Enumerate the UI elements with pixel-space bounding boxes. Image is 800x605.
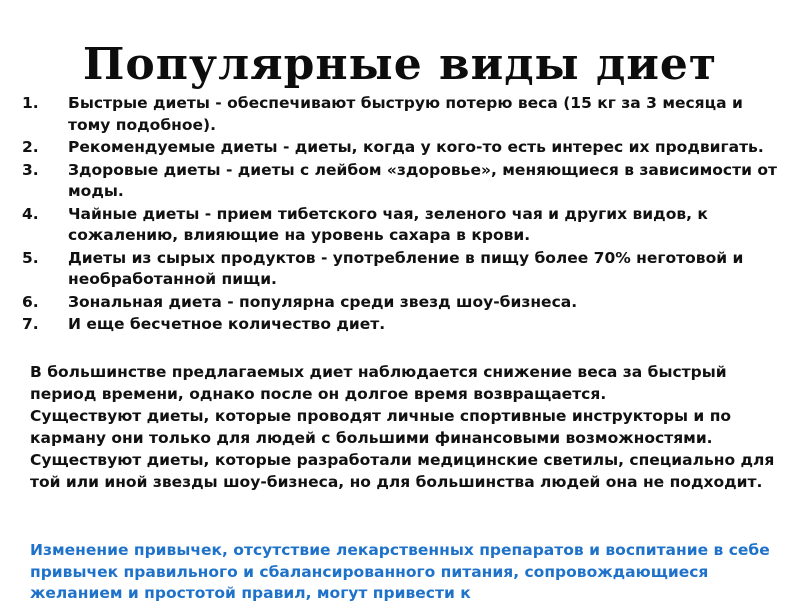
paragraph-habit-change: Изменение привычек, отсутствие лекарственных препаратов и воспитание в себе привычек правильного и сбалансированного питания, сопровождающиеся желанием и простотой правил, могут привести к bbox=[30, 541, 770, 602]
list-item bbox=[22, 93, 784, 136]
list-item bbox=[22, 248, 784, 291]
list-item bbox=[22, 314, 784, 336]
list-item-text: Быстрые диеты - обеспечивают быструю потерю веса (15 кг за 3 месяца и тому подобное). bbox=[68, 94, 743, 134]
paragraph-weight-loss: В большинстве предлагаемых диет наблюдается снижение веса за быстрый период времени, однако после он долгое время возвращается. bbox=[30, 363, 727, 403]
paragraph-personal-trainers: Существуют диеты, которые проводят личные спортивные инструкторы и по карману они только для людей с большими финансовыми возможностями. bbox=[30, 407, 732, 447]
list-item-text: Чайные диеты - прием тибетского чая, зеленого чая и других видов, к сожалению, влияющие на уровень сахара в крови. bbox=[68, 204, 708, 244]
list-item-number: 7. bbox=[22, 315, 39, 333]
list-item bbox=[22, 204, 784, 247]
list-item-number: 3. bbox=[22, 160, 39, 179]
slide-title: Популярные виды диет bbox=[82, 39, 718, 90]
diet-types-list bbox=[22, 93, 784, 337]
list-item-number: 1. bbox=[22, 94, 39, 112]
list-item-number: 2. bbox=[22, 138, 39, 156]
list-item-text: И еще бесчетное количество диет. bbox=[68, 315, 386, 333]
list-item-number: 4. bbox=[22, 204, 39, 223]
list-item-text: Здоровые диеты - диеты с лейбом «здоровье», меняющиеся в зависимости от моды. bbox=[68, 160, 777, 200]
paragraph-medical-diets: Существуют диеты, которые разработали медицинские светилы, специально для той или иной звезды шоу-бизнеса, но для большинства людей она не подходит. bbox=[30, 451, 775, 491]
list-item-text: Диеты из сырых продуктов - употребление в пищу более 70% неготовой и необработанной пищи. bbox=[68, 248, 744, 288]
list-item bbox=[22, 160, 784, 203]
list-item bbox=[22, 292, 784, 314]
list-item bbox=[22, 137, 784, 159]
list-item-number: 5. bbox=[22, 248, 39, 267]
list-item-text: Рекомендуемые диеты - диеты, когда у кого-то есть интерес их продвигать. bbox=[68, 138, 764, 156]
list-item-text: Зональная диета - популярна среди звезд шоу-бизнеса. bbox=[68, 292, 578, 311]
list-item-number: 6. bbox=[22, 292, 39, 311]
